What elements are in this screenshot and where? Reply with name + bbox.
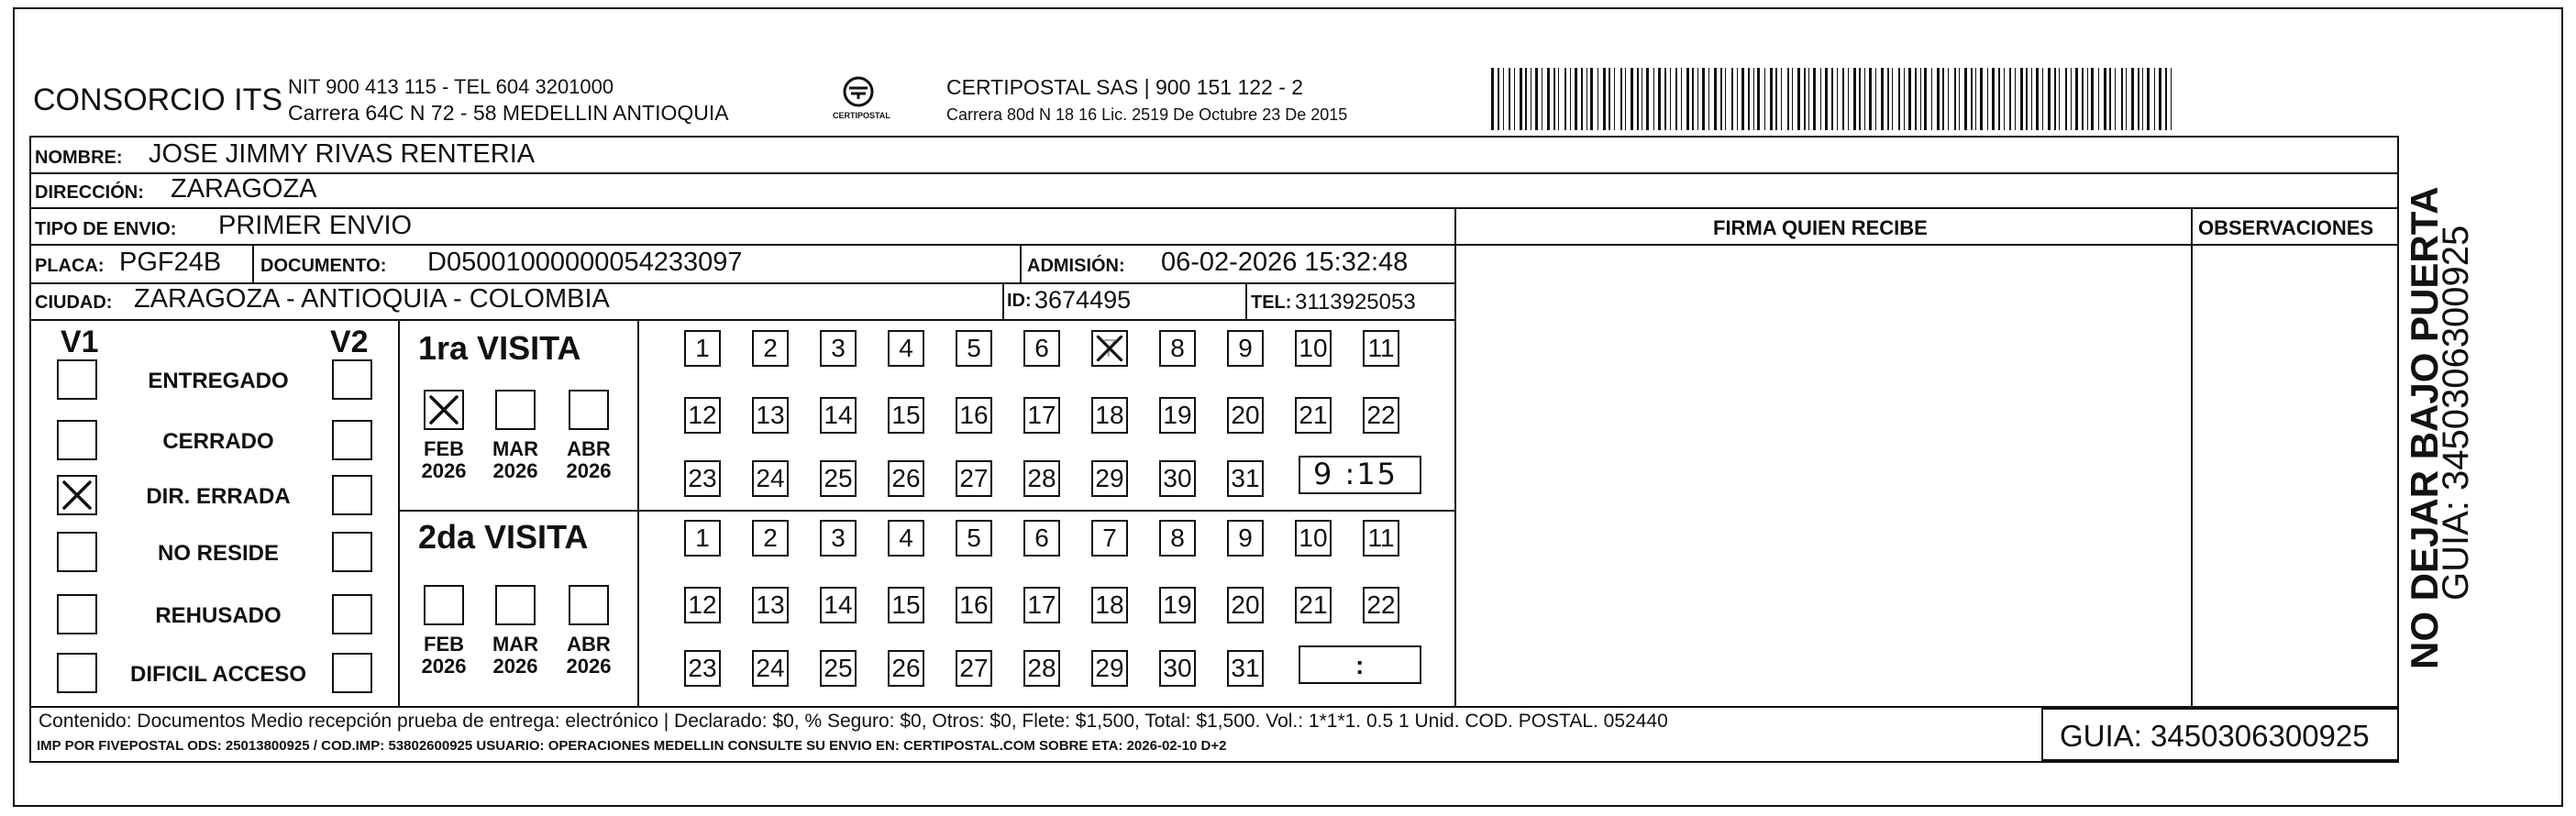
visita1-day-box[interactable] xyxy=(1363,330,1399,367)
side-guia: GUIA: 3450306300925 xyxy=(2436,225,2476,601)
company-address-line: Carrera 64C N 72 - 58 MEDELLIN ANTIOQUIA xyxy=(288,101,729,125)
visita2-month-checkbox[interactable] xyxy=(424,585,464,625)
day-number: 25 xyxy=(824,654,853,682)
day-number: 17 xyxy=(1027,401,1056,429)
visita2-day-box[interactable] xyxy=(956,650,992,687)
visita1-day-box[interactable] xyxy=(956,330,992,367)
day-number: 23 xyxy=(688,654,717,682)
day-number: 29 xyxy=(1095,654,1124,682)
visita2-day-box[interactable] xyxy=(1023,650,1060,687)
visita2-day-box[interactable] xyxy=(820,520,857,557)
visita2-day-box[interactable] xyxy=(1363,520,1399,557)
day-number: 8 xyxy=(1170,524,1185,552)
line xyxy=(1454,209,1456,706)
day-number: 14 xyxy=(824,401,853,429)
visita1-day-box[interactable] xyxy=(752,397,789,434)
day-number: 7 xyxy=(1102,524,1117,552)
visita1-day-box[interactable] xyxy=(752,330,789,367)
day-number: 9 xyxy=(1238,334,1253,362)
visita1-month-checkbox[interactable] xyxy=(569,390,609,430)
visita2-day-box[interactable] xyxy=(1227,587,1264,623)
visita1-day-box[interactable] xyxy=(684,397,721,434)
v1-checkbox[interactable] xyxy=(57,653,97,693)
ciudad-label: CIUDAD: xyxy=(35,292,113,313)
v2-checkbox[interactable] xyxy=(332,359,372,400)
line xyxy=(252,246,254,282)
visita1-day-box[interactable] xyxy=(1159,460,1196,497)
visita1-time: 9 :15 xyxy=(1313,457,1399,491)
day-number: 18 xyxy=(1095,590,1124,619)
day-number: 15 xyxy=(891,590,921,619)
line xyxy=(29,761,2399,763)
day-number: 11 xyxy=(1367,334,1395,362)
company-name: CONSORCIO ITS xyxy=(33,83,283,117)
day-number: 24 xyxy=(756,464,785,492)
nombre-label: NOMBRE: xyxy=(35,148,123,168)
tel-label: TEL: xyxy=(1251,292,1292,313)
day-number: 13 xyxy=(756,401,785,429)
v2-header: V2 xyxy=(330,325,369,359)
tipo-envio-label: TIPO DE ENVIO: xyxy=(35,219,177,239)
day-number: 10 xyxy=(1299,524,1328,552)
ciudad-value: ZARAGOZA - ANTIOQUIA - COLOMBIA xyxy=(134,284,610,314)
visita1-day-box[interactable] xyxy=(1023,460,1060,497)
day-number: 27 xyxy=(959,654,989,682)
visita2-day-box[interactable] xyxy=(888,650,924,687)
visita2-day-box[interactable] xyxy=(1227,650,1264,687)
v1-checkbox[interactable] xyxy=(57,359,97,400)
visita2-day-box[interactable] xyxy=(1091,650,1128,687)
day-number: 26 xyxy=(891,654,921,682)
visita1-day-box[interactable] xyxy=(820,397,857,434)
visita1-day-box[interactable] xyxy=(956,460,992,497)
month-label: MAR xyxy=(492,633,539,656)
v1-checkbox[interactable] xyxy=(57,532,97,572)
visita2-day-box[interactable] xyxy=(752,650,789,687)
day-number: 28 xyxy=(1027,654,1056,682)
v1-checkbox[interactable] xyxy=(57,420,97,460)
v2-checkbox[interactable] xyxy=(332,653,372,693)
day-number: 5 xyxy=(967,334,981,362)
footer-guia-box xyxy=(2041,708,2399,761)
company-nit-line: NIT 900 413 115 - TEL 604 3201000 xyxy=(288,75,614,98)
line xyxy=(1454,244,2399,246)
v2-checkbox[interactable] xyxy=(332,475,372,515)
month-label: FEB xyxy=(424,437,464,460)
v2-checkbox[interactable] xyxy=(332,532,372,572)
status-label: NO RESIDE xyxy=(157,541,280,566)
visita2-day-box[interactable] xyxy=(752,587,789,623)
day-number: 20 xyxy=(1231,590,1260,619)
visita1-day-box[interactable] xyxy=(1159,397,1196,434)
day-number: 14 xyxy=(824,590,853,619)
year-label: 2026 xyxy=(421,655,467,678)
visita2-day-box[interactable] xyxy=(684,587,721,623)
year-label: 2026 xyxy=(566,655,612,678)
visita1-day-box[interactable] xyxy=(684,330,721,367)
visita1-day-box[interactable] xyxy=(1023,330,1060,367)
visita2-day-box[interactable] xyxy=(752,520,789,557)
visita1-month-label xyxy=(416,438,471,482)
status-label: CERRADO xyxy=(162,429,274,454)
visita1-day-box[interactable] xyxy=(1227,330,1264,367)
footer-imp: IMP POR FIVEPOSTAL ODS: 25013800925 / COD.IMP: 53802600925 USUARIO: OPERACIONES MEDELLIN CONSULTE SU ENVIO EN: CERTIPOSTAL.COM SOBRE ETA: 2026-02-10 D+2 xyxy=(37,738,1227,754)
tipo-envio-value: PRIMER ENVIO xyxy=(218,211,413,240)
visita2-day-box[interactable] xyxy=(1023,520,1060,557)
side-warning: NO DEJAR BAJO PUERTA xyxy=(2403,186,2446,669)
day-number: 12 xyxy=(688,401,717,429)
line xyxy=(398,321,400,706)
documento-label: DOCUMENTO: xyxy=(260,256,387,276)
visita2-day-box[interactable] xyxy=(820,650,857,687)
visita1-day-box[interactable] xyxy=(888,330,924,367)
visita1-day-box[interactable] xyxy=(1091,460,1128,497)
status-label: DIR. ERRADA xyxy=(146,484,291,509)
day-number: 12 xyxy=(688,590,717,619)
visita1-day-box[interactable] xyxy=(1023,397,1060,434)
visita1-day-box[interactable] xyxy=(1227,397,1264,434)
visita2-day-box[interactable] xyxy=(1295,520,1332,557)
day-number: 16 xyxy=(959,401,989,429)
day-number: 1 xyxy=(695,524,710,552)
v2-checkbox[interactable] xyxy=(332,420,372,460)
visita1-day-box[interactable] xyxy=(1363,397,1399,434)
line xyxy=(29,319,1455,321)
x-mark-icon xyxy=(1093,332,1126,365)
placa-label: PLACA: xyxy=(35,256,105,276)
v2-checkbox[interactable] xyxy=(332,594,372,634)
day-number: 31 xyxy=(1231,464,1260,492)
line xyxy=(2397,136,2399,763)
visita1-time-box[interactable] xyxy=(1299,456,1421,494)
id-value: 3674495 xyxy=(1034,286,1132,314)
day-number: 19 xyxy=(1163,401,1192,429)
direccion-value: ZARAGOZA xyxy=(171,174,317,204)
day-number: 5 xyxy=(967,524,981,552)
visita1-day-box[interactable] xyxy=(1295,397,1332,434)
visita2-day-box[interactable] xyxy=(956,587,992,623)
barcode xyxy=(1491,68,2172,130)
tel-value: 3113925053 xyxy=(1295,290,1416,314)
visita1-day-box[interactable] xyxy=(956,397,992,434)
observaciones-label: OBSERVACIONES xyxy=(2198,216,2374,239)
day-number: 4 xyxy=(899,524,913,552)
visita2-time-box[interactable] xyxy=(1299,645,1421,684)
month-label: ABR xyxy=(567,437,611,460)
admision-value: 06-02-2026 15:32:48 xyxy=(1161,248,1409,277)
visita1-day-box[interactable] xyxy=(684,460,721,497)
status-label: DIFICIL ACCESO xyxy=(129,662,306,687)
v1-checkbox[interactable] xyxy=(57,594,97,634)
visita1-month-label xyxy=(488,438,543,482)
day-number: 22 xyxy=(1366,590,1396,619)
id-label: ID: xyxy=(1007,291,1032,311)
visita2-day-box[interactable] xyxy=(684,650,721,687)
visita1-month-checkbox[interactable] xyxy=(495,390,536,430)
visita2-day-box[interactable] xyxy=(1295,587,1332,623)
v1-header: V1 xyxy=(61,325,99,359)
footer-guia: GUIA: 3450306300925 xyxy=(2060,719,2370,753)
certipostal-logo xyxy=(831,72,890,127)
visita2-day-box[interactable] xyxy=(820,587,857,623)
visita2-day-box[interactable] xyxy=(684,520,721,557)
day-number: 3 xyxy=(831,524,846,552)
visita1-day-box[interactable] xyxy=(820,460,857,497)
day-number: 21 xyxy=(1299,590,1328,619)
day-number: 31 xyxy=(1231,654,1260,682)
visita2-month-checkbox[interactable] xyxy=(495,585,536,625)
visita1-day-box[interactable] xyxy=(1159,330,1196,367)
carrier-line: CERTIPOSTAL SAS | 900 151 122 - 2 xyxy=(946,75,1304,99)
day-number: 2 xyxy=(763,334,778,362)
v1-checkbox[interactable] xyxy=(57,475,97,515)
line xyxy=(29,207,2399,209)
visita2-month-label xyxy=(416,634,471,678)
visita1-month-checkbox[interactable] xyxy=(424,390,464,430)
line xyxy=(1245,284,1247,319)
day-number: 3 xyxy=(831,334,846,362)
status-label: ENTREGADO xyxy=(148,369,289,393)
year-label: 2026 xyxy=(566,459,612,483)
day-number: 23 xyxy=(688,464,717,492)
day-number: 30 xyxy=(1163,654,1192,682)
line xyxy=(1002,284,1004,319)
line xyxy=(1020,246,1022,282)
line xyxy=(398,510,1455,512)
visita1-day-box[interactable] xyxy=(1091,397,1128,434)
day-number: 15 xyxy=(891,401,921,429)
visita1-day-box[interactable] xyxy=(1227,460,1264,497)
visita2-day-box[interactable] xyxy=(888,520,924,557)
visita2-day-box[interactable] xyxy=(1363,587,1399,623)
day-number: 13 xyxy=(756,590,785,619)
visita2-day-box[interactable] xyxy=(1159,650,1196,687)
year-label: 2026 xyxy=(492,459,538,483)
visita2-day-box[interactable] xyxy=(1091,520,1128,557)
line xyxy=(29,136,31,763)
day-number: 17 xyxy=(1027,590,1056,619)
day-number: 19 xyxy=(1163,590,1192,619)
visita2-day-box[interactable] xyxy=(1227,520,1264,557)
visita1-month-label xyxy=(561,438,616,482)
day-number: 21 xyxy=(1299,401,1328,429)
day-number: 22 xyxy=(1366,401,1396,429)
month-label: FEB xyxy=(424,633,464,656)
placa-value: PGF24B xyxy=(119,248,222,277)
day-number: 29 xyxy=(1095,464,1124,492)
firma-label: FIRMA QUIEN RECIBE xyxy=(1713,216,1928,239)
direccion-label: DIRECCIÓN: xyxy=(35,182,144,203)
visita1-day-box[interactable] xyxy=(888,397,924,434)
day-number: 1 xyxy=(695,334,710,362)
day-number: 6 xyxy=(1034,334,1049,362)
visita2-day-box[interactable] xyxy=(1091,587,1128,623)
day-number: 28 xyxy=(1027,464,1056,492)
carrier-address-line: Carrera 80d N 18 16 Lic. 2519 De Octubre 23 De 2015 xyxy=(946,105,1348,124)
visita1-day-box[interactable] xyxy=(1295,330,1332,367)
document-frame xyxy=(13,7,2563,807)
day-number: 30 xyxy=(1163,464,1192,492)
nombre-value: JOSE JIMMY RIVAS RENTERIA xyxy=(149,139,536,169)
line xyxy=(29,172,2399,174)
year-label: 2026 xyxy=(492,655,538,678)
line xyxy=(2191,209,2193,706)
status-label: REHUSADO xyxy=(155,603,282,628)
visita2-day-box[interactable] xyxy=(1159,520,1196,557)
line xyxy=(637,321,639,706)
admision-label: ADMISIÓN: xyxy=(1027,256,1125,276)
day-number: 11 xyxy=(1367,524,1395,552)
day-number: 26 xyxy=(891,464,921,492)
visita2-month-checkbox[interactable] xyxy=(569,585,609,625)
visita2-title: 2da VISITA xyxy=(418,518,589,556)
visita2-day-box[interactable] xyxy=(1159,587,1196,623)
visita2-month-label xyxy=(488,634,543,678)
day-number: 4 xyxy=(899,334,913,362)
day-number: 8 xyxy=(1170,334,1185,362)
visita1-title: 1ra VISITA xyxy=(418,329,581,367)
visita1-day-box[interactable] xyxy=(820,330,857,367)
visita1-day-box[interactable] xyxy=(1091,330,1128,367)
day-number: 9 xyxy=(1238,524,1253,552)
day-number: 18 xyxy=(1095,401,1124,429)
visita2-day-box[interactable] xyxy=(1023,587,1060,623)
month-label: ABR xyxy=(567,633,611,656)
day-number: 7 xyxy=(1102,334,1117,362)
visita2-time: : xyxy=(1355,651,1365,679)
documento-value: D05001000000054233097 xyxy=(427,248,743,277)
visita1-day-box[interactable] xyxy=(752,460,789,497)
line xyxy=(29,136,2399,138)
day-number: 6 xyxy=(1034,524,1049,552)
month-label: MAR xyxy=(492,437,539,460)
day-number: 10 xyxy=(1299,334,1328,362)
visita2-day-box[interactable] xyxy=(888,587,924,623)
day-number: 20 xyxy=(1231,401,1260,429)
logo-text: CERTIPOSTAL xyxy=(833,111,890,120)
day-number: 2 xyxy=(763,524,778,552)
footer-contenido: Contenido: Documentos Medio recepción prueba de entrega: electrónico | Declarado: $0, % Seguro: $0, Otros: $0, Flete: $1,500, Total: $1,500. Vol.: 1*1*1. 0.5 1 Unid. COD. POSTAL. 052440 xyxy=(39,711,1668,732)
visita1-day-box[interactable] xyxy=(888,460,924,497)
year-label: 2026 xyxy=(421,459,467,483)
visita2-day-box[interactable] xyxy=(956,520,992,557)
day-number: 24 xyxy=(756,654,785,682)
day-number: 27 xyxy=(959,464,989,492)
day-number: 16 xyxy=(959,590,989,619)
day-number: 25 xyxy=(824,464,853,492)
visita2-month-label xyxy=(561,634,616,678)
